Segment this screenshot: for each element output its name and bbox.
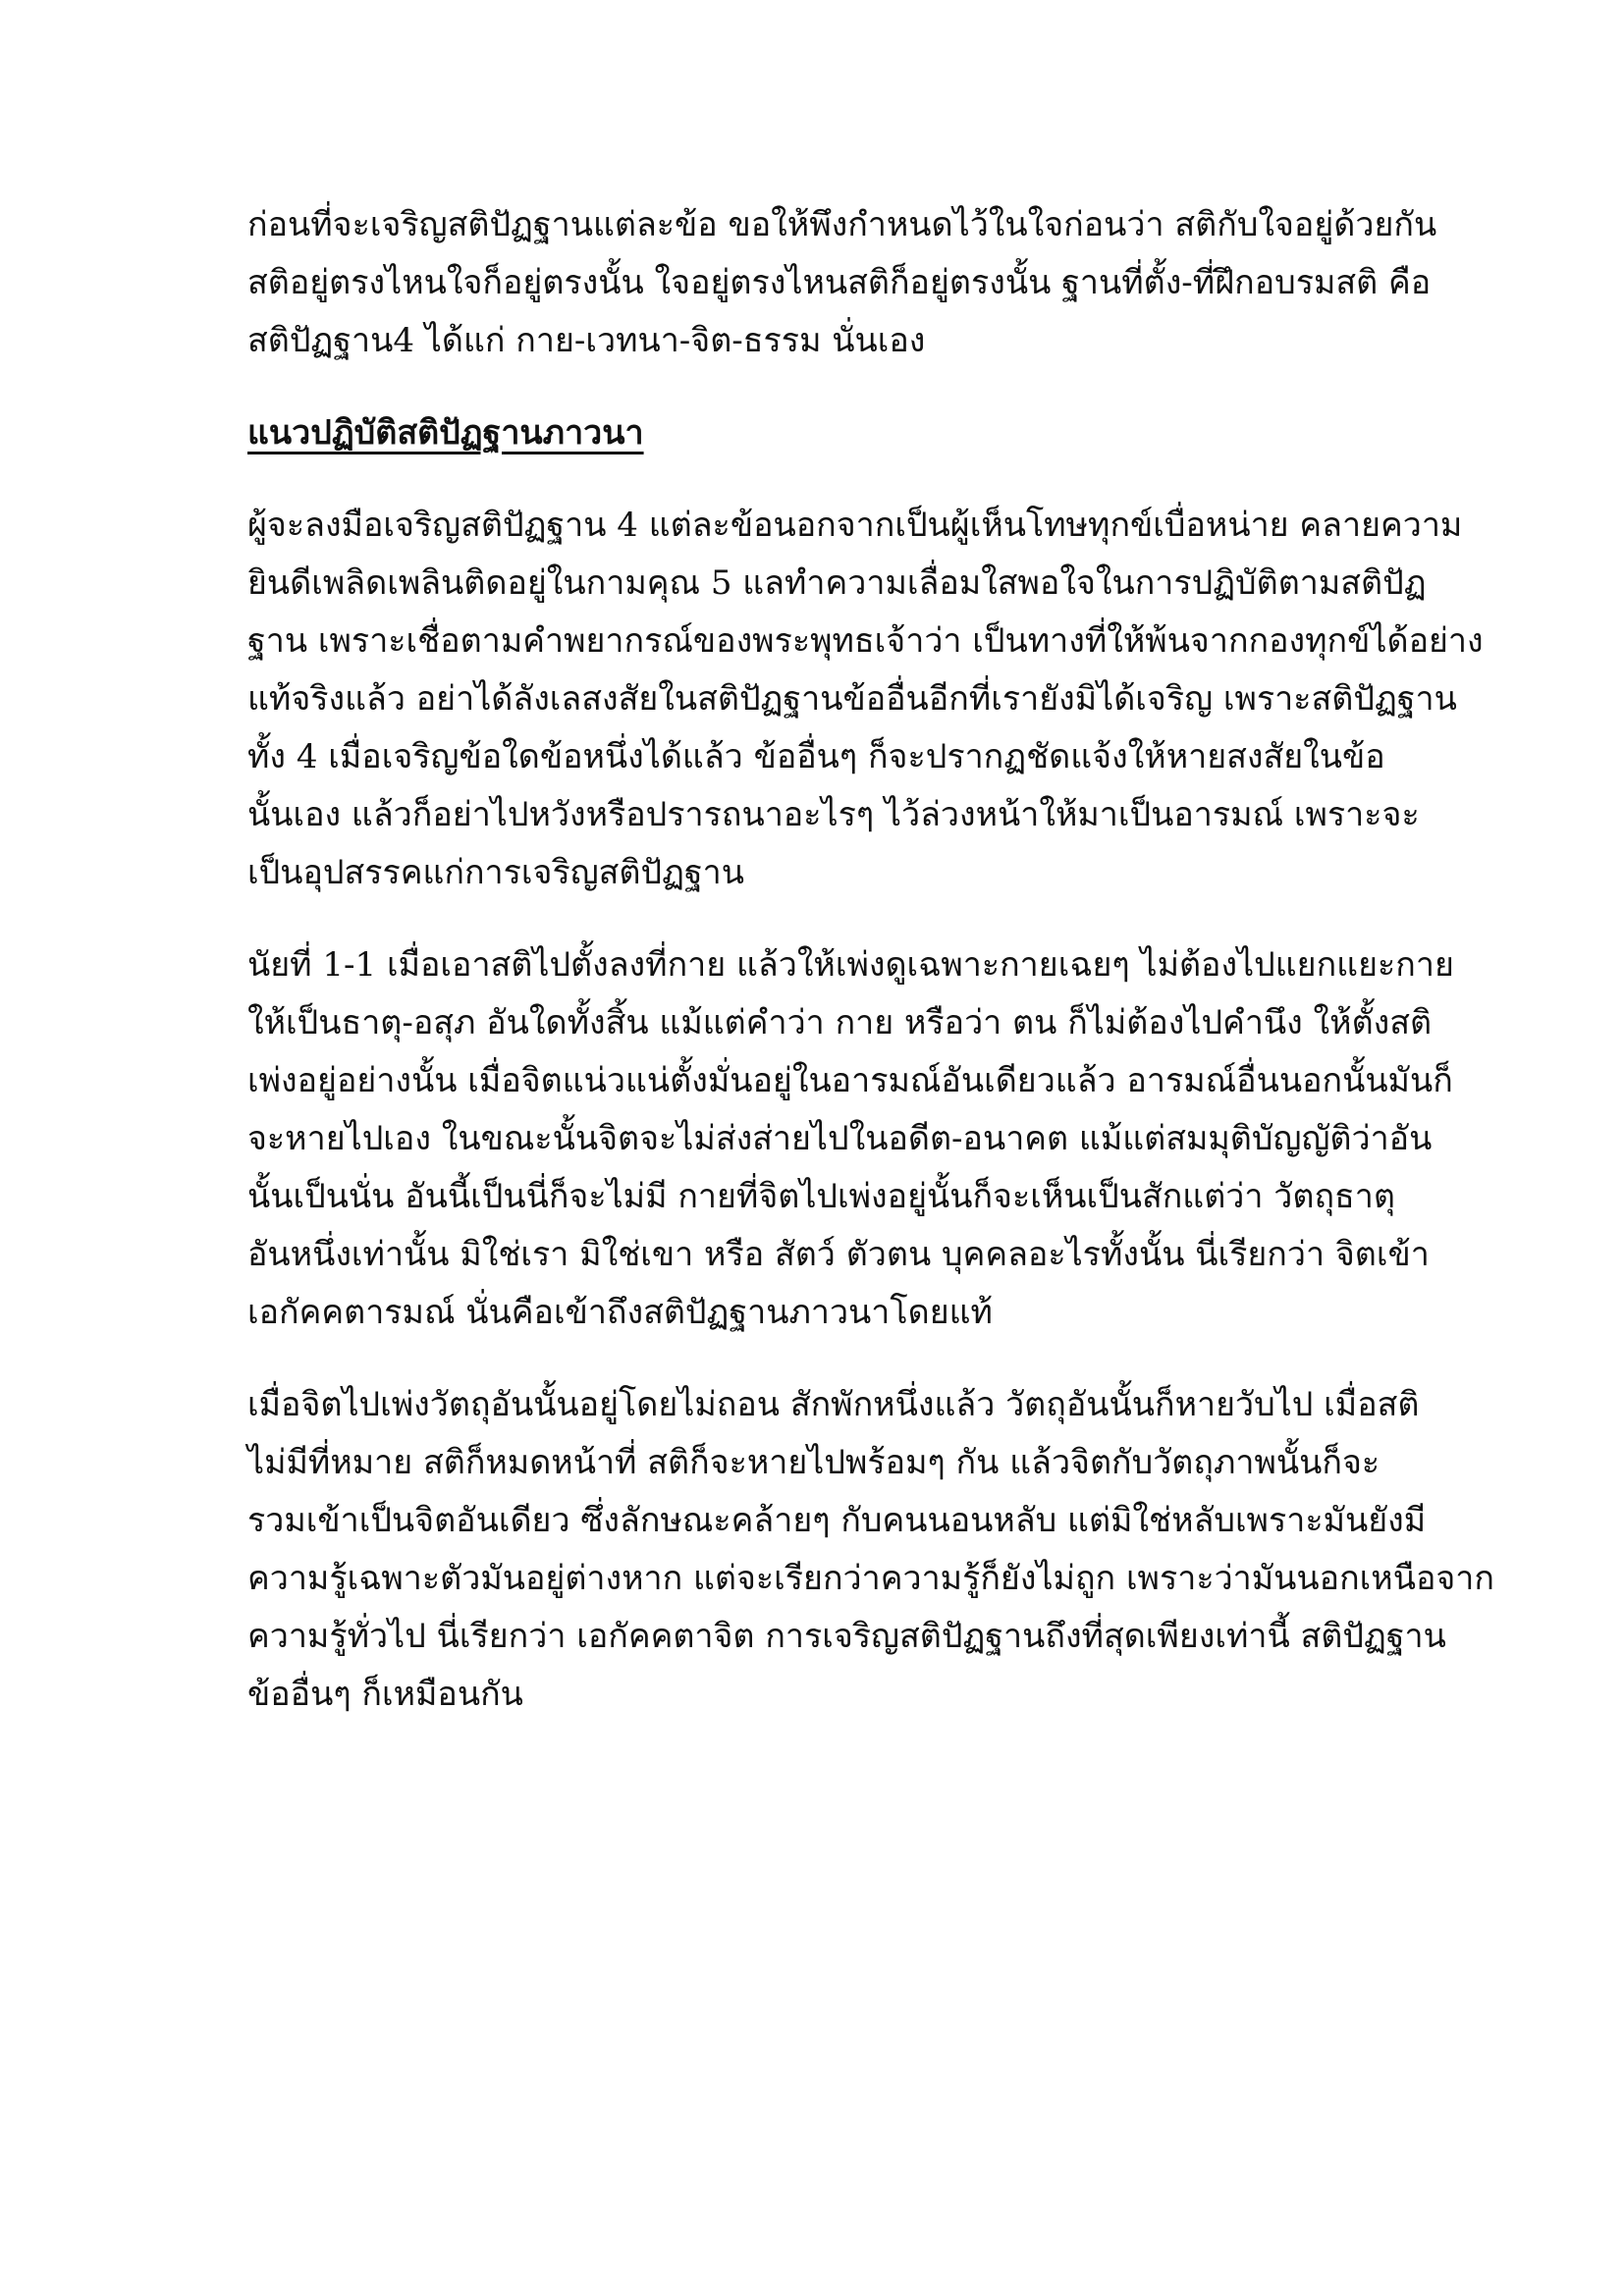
text-line: ทั้ง 4 เมื่อเจริญข้อใดข้อหนึ่งได้แล้ว ข้ออื่นๆ ก็จะปรากฏชัดแจ้งให้หายสงสัยในข้อ (247, 737, 1385, 776)
text-line: ความรู้เฉพาะตัวมันอยู่ต่างหาก แต่จะเรียกว่าความรู้ก็ยังไม่ถูก เพราะว่ามันนอกเหนือจาก (247, 1559, 1494, 1598)
paragraph-gap (247, 462, 1398, 497)
text-line: จะหายไปเอง ในขณะนั้นจิตจะไม่ส่งส่ายไปในอดีต-อนาคต แม้แต่สมมุติบัญญัติว่าอัน (247, 1119, 1433, 1158)
text-line: ให้เป็นธาตุ-อสุภ อันใดทั้งสิ้น แม้แต่คำว่า กาย หรือว่า ตน ก็ไม่ต้องไปคำนึง ให้ตั้งสติ (247, 1003, 1433, 1042)
section-heading: แนวปฏิบัติสติปัฏฐานภาวนา (247, 413, 644, 453)
text-line: ฐาน เพราะเชื่อตามคำพยากรณ์ของพระพุทธเจ้าว่า เป็นทางที่ให้พ้นจากกองทุกข์ได้อย่าง (247, 621, 1484, 661)
text-line: ไม่มีที่หมาย สติก็หมดหน้าที่ สติก็จะหายไปพร้อมๆ กัน แล้วจิตกับวัตถุภาพนั้นก็จะ (247, 1443, 1380, 1482)
text-line: นั้นเอง แล้วก็อย่าไปหวังหรือปรารถนาอะไรๆ ไว้ล่วงหน้าให้มาเป็นอารมณ์ เพราะจะ (247, 795, 1420, 834)
document-body (247, 196, 1494, 1724)
text-line: แท้จริงแล้ว อย่าได้ลังเลสงสัยในสติปัฏฐานข้ออื่นอีกที่เรายังมิได้เจริญ เพราะสติปัฏฐาน (247, 679, 1457, 719)
text-line: นั้นเป็นนั่น อันนี้เป็นนี่ก็จะไม่มี กายที่จิตไปเพ่งอยู่นั้นก็จะเห็นเป็นสักแต่ว่า วัตถุธาตุ (247, 1177, 1395, 1216)
text-line: ก่อนที่จะเจริญสติปัฏฐานแต่ละข้อ ขอให้พึงกำหนดไว้ในใจก่อนว่า สติกับใจอยู่ด้วยกัน (247, 205, 1437, 244)
text-line: นัยที่ 1-1 เมื่อเอาสติไปตั้งลงที่กาย แล้วให้เพ่งดูเฉพาะกายเฉยๆ ไม่ต้องไปแยกแยะกาย (247, 945, 1454, 985)
text-line: รวมเข้าเป็นจิตอันเดียว ซึ่งลักษณะคล้ายๆ กับคนนอนหลับ แต่มิใช่หลับเพราะมันยังมี (247, 1501, 1427, 1540)
method-paragraph (247, 936, 1454, 1342)
practice-paragraph (247, 497, 1484, 902)
text-line: ผู้จะลงมือเจริญสติปัฏฐาน 4 แต่ละข้อนอกจากเป็นผู้เห็นโทษทุกข์เบื่อหน่าย คลายความ (247, 506, 1463, 545)
paragraph-gap (247, 370, 1398, 404)
intro-paragraph (247, 196, 1437, 370)
conclusion-paragraph (247, 1376, 1494, 1724)
paragraph-gap (247, 902, 1398, 936)
paragraph-gap (247, 1342, 1398, 1376)
text-line: ยินดีเพลิดเพลินติดอยู่ในกามคุณ 5 แลทำความเลื่อมใสพอใจในการปฏิบัติตามสติปัฏ (247, 563, 1427, 603)
text-line: เมื่อจิตไปเพ่งวัตถุอันนั้นอยู่โดยไม่ถอน สักพักหนึ่งแล้ว วัตถุอันนั้นก็หายวับไป เมื่อสติ (247, 1385, 1420, 1424)
text-line: สติอยู่ตรงไหนใจก็อยู่ตรงนั้น ใจอยู่ตรงไหนสติก็อยู่ตรงนั้น ฐานที่ตั้ง-ที่ฝึกอบรมสติ คือ (247, 263, 1432, 302)
text-line: อันหนึ่งเท่านั้น มิใช่เรา มิใช่เขา หรือ สัตว์ ตัวตน บุคคลอะไรทั้งนั้น นี่เรียกว่า จิตเข้า (247, 1235, 1430, 1274)
text-line: สติปัฏฐาน4 ได้แก่ กาย-เวทนา-จิต-ธรรม นั่นเอง (247, 321, 926, 360)
text-line: เพ่งอยู่อย่างนั้น เมื่อจิตแน่วแน่ตั้งมั่นอยู่ในอารมณ์อันเดียวแล้ว อารมณ์อื่นนอกนั้นมันก็ (247, 1061, 1453, 1100)
section-heading-block (247, 404, 1398, 462)
text-line: ข้ออื่นๆ ก็เหมือนกัน (247, 1675, 523, 1714)
text-line: เป็นอุปสรรคแก่การเจริญสติปัฏฐาน (247, 853, 745, 892)
text-line: เอกัคคตารมณ์ นั่นคือเข้าถึงสติปัฏฐานภาวนาโดยแท้ (247, 1293, 993, 1332)
text-line: ความรู้ทั่วไป นี่เรียกว่า เอกัคคตาจิต การเจริญสติปัฏฐานถึงที่สุดเพียงเท่านี้ สติปัฏฐาน (247, 1617, 1446, 1656)
